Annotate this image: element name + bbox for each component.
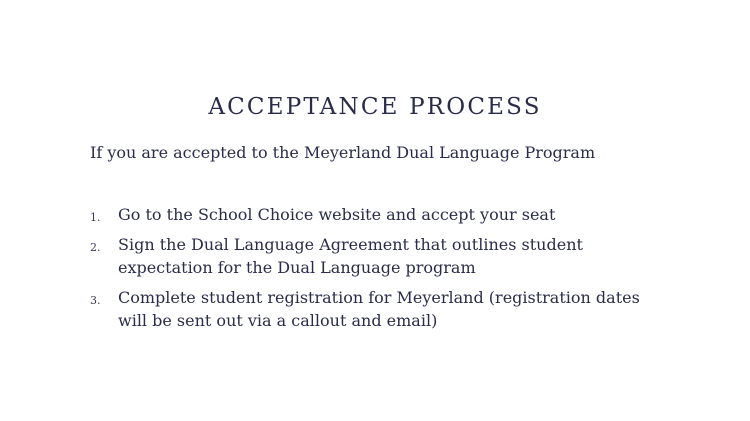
step-number: 2.: [90, 241, 101, 254]
step-item: [90, 286, 670, 332]
step-number: 3.: [90, 294, 101, 307]
step-item: [90, 233, 670, 279]
step-item: [90, 203, 670, 226]
step-text: Complete student registration for Meyerland (registration dates will be sent out via a callout and email): [118, 288, 640, 330]
step-number: 1.: [90, 211, 101, 224]
step-text: Go to the School Choice website and accept your seat: [118, 205, 556, 224]
slide-title: ACCEPTANCE PROCESS: [208, 94, 542, 120]
steps-list: [90, 203, 670, 339]
intro-text: If you are accepted to the Meyerland Dual Language Program: [90, 143, 596, 162]
step-text: Sign the Dual Language Agreement that outlines student expectation for the Dual Language program: [118, 235, 583, 277]
